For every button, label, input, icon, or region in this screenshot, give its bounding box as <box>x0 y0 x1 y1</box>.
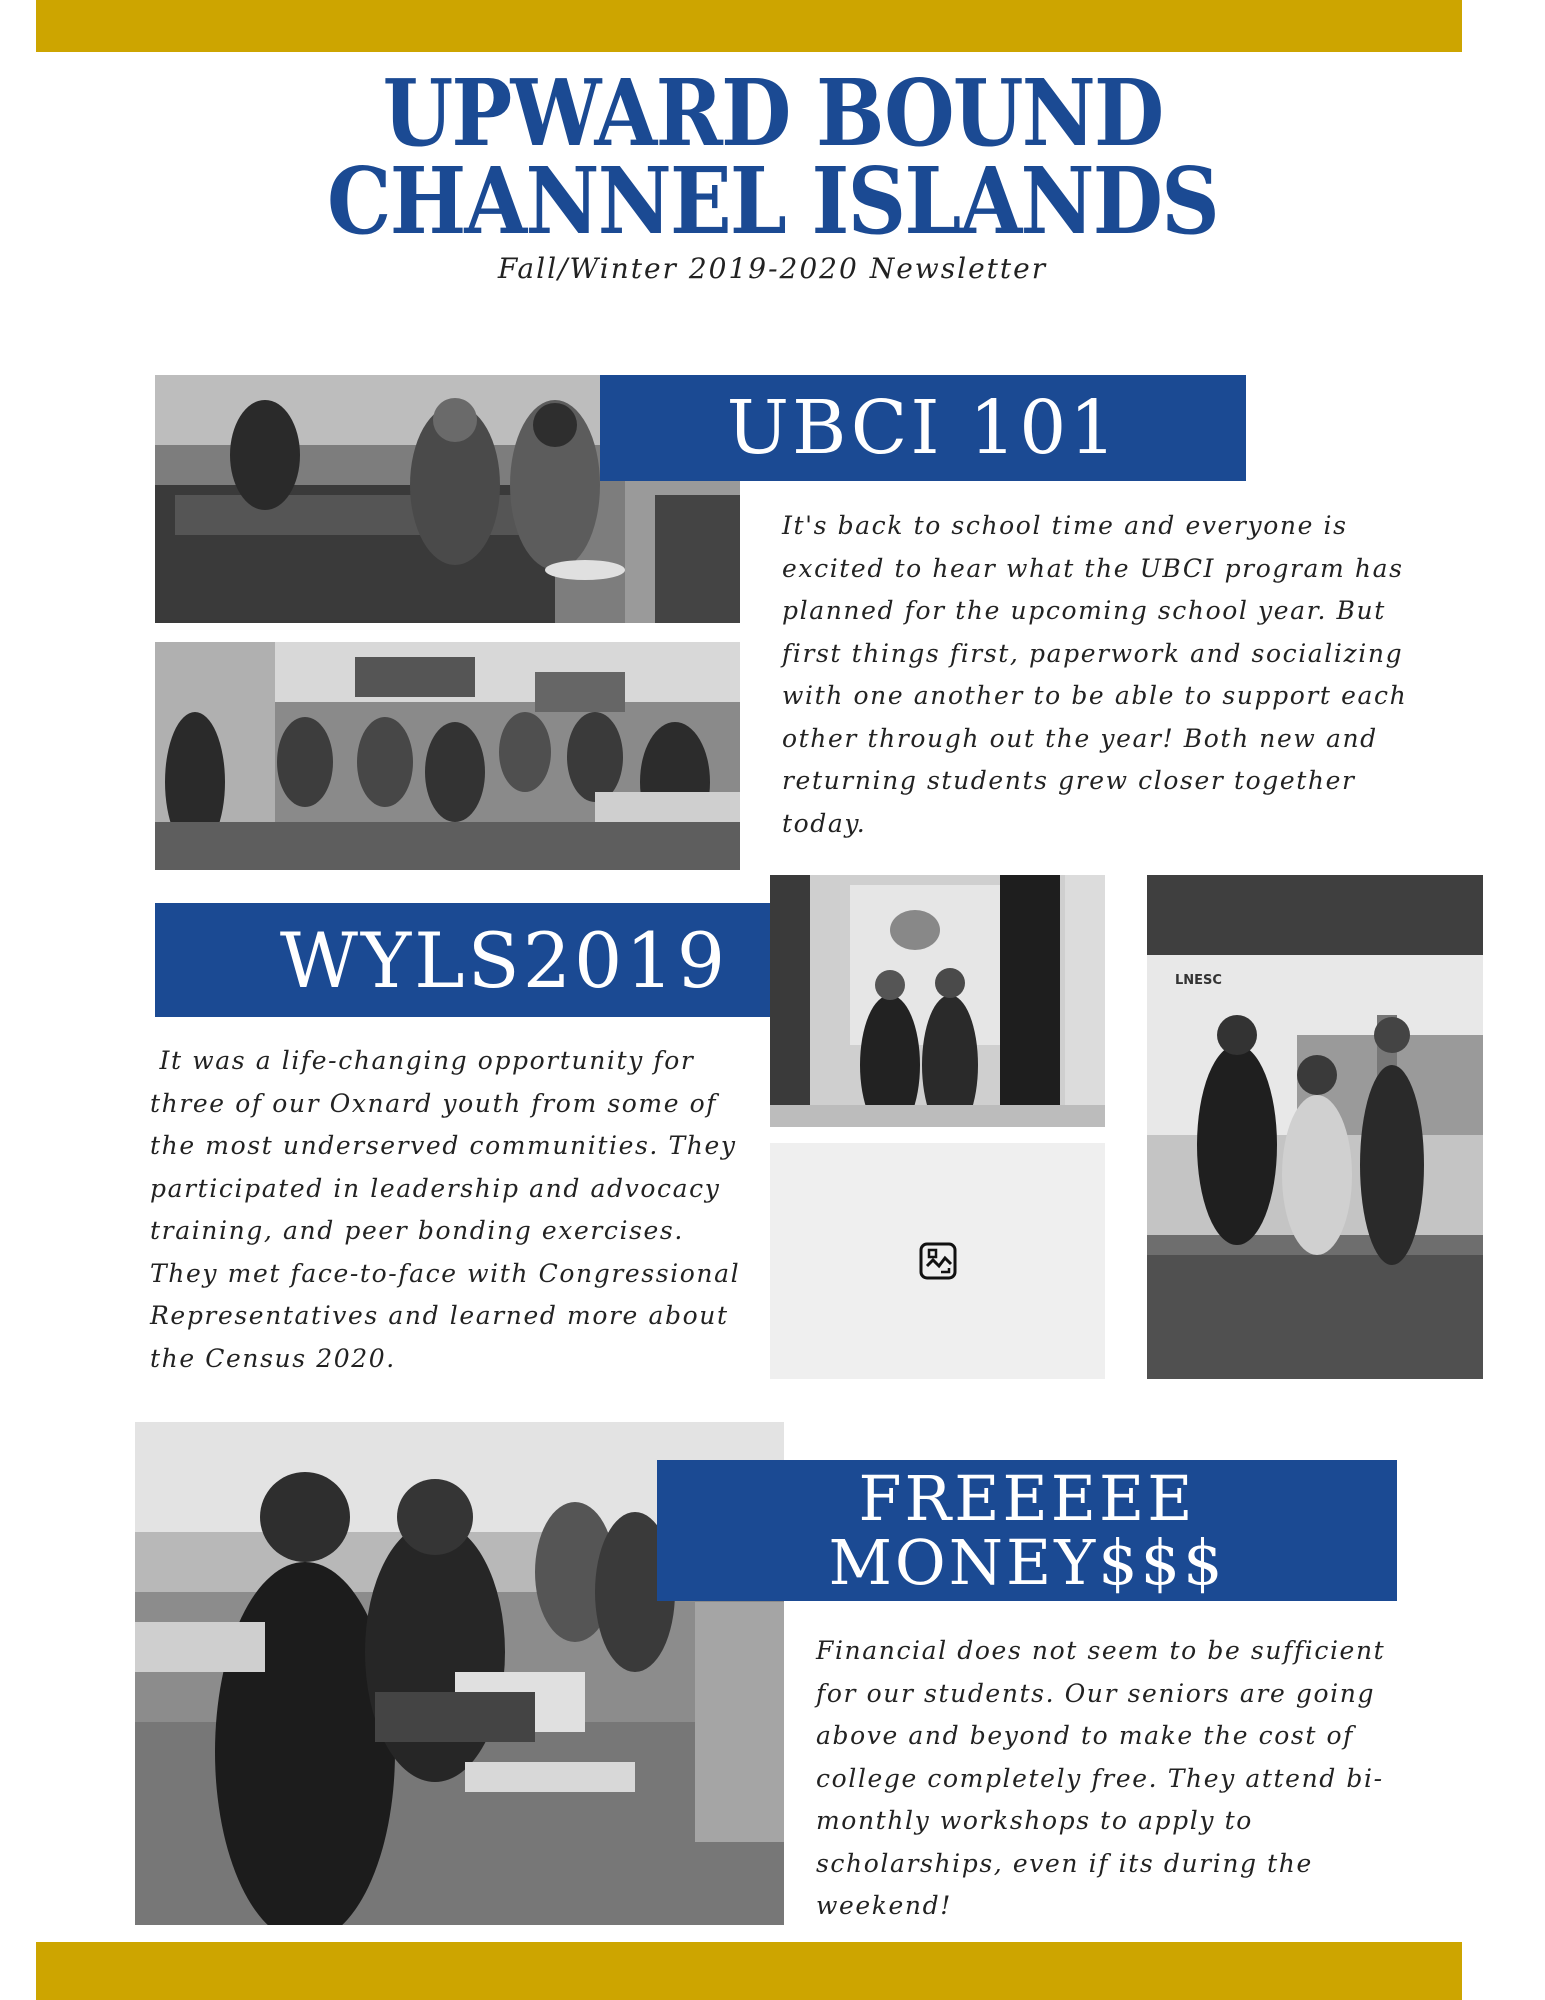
wyls-heading: WYLS2019 <box>279 915 729 1005</box>
ubci-heading-banner <box>600 375 1246 481</box>
bottom-gold-bar <box>36 1942 1462 2000</box>
wyls-census-presentation-photo <box>1147 875 1483 1379</box>
top-gold-bar <box>36 0 1462 52</box>
wyls-image-placeholder <box>770 1143 1105 1379</box>
money-heading-line2: MONEY$$$ <box>828 1525 1226 1599</box>
ubci-body-text: It's back to school time and everyone is excited to hear what the UBCI program has planned for the upcoming school year. But first things first, paperwork and socializing with one another to be able to support each other through out the year! Both new and returning students grew closer together today. <box>782 511 1408 838</box>
wyls-body-text: It was a life-changing opportunity for three of our Oxnard youth from some of the most underserved communities. They participated in leadership and advocacy training, and peer bonding exercises. They met face-to-face with Congressional Representatives and learned more about the Census 2020. <box>150 1046 750 1373</box>
newsletter-subtitle: Fall/Winter 2019-2020 Newsletter <box>497 252 1048 285</box>
newsletter-title-line2: CHANNEL ISLANDS <box>327 147 1218 255</box>
lnesc-logo: LNESC <box>1175 973 1222 988</box>
ubci-cafeteria-photo <box>155 642 740 870</box>
money-body-text: Financial does not seem to be sufficient for our students. Our seniors are going above and beyond to make the cost of college completely free. They attend bi-monthly workshops to apply to scholarships, even if its during the weekend! <box>816 1636 1386 1920</box>
newsletter-title-line1: UPWARD BOUND <box>382 59 1163 167</box>
wyls-white-house-photo <box>770 875 1105 1127</box>
money-heading-line1: FREEEEE <box>858 1461 1196 1535</box>
ubci-heading: UBCI 101 <box>726 385 1120 471</box>
wyls-heading-banner <box>155 903 853 1017</box>
broken-image-icon <box>919 1242 957 1280</box>
money-heading-banner <box>657 1460 1397 1601</box>
